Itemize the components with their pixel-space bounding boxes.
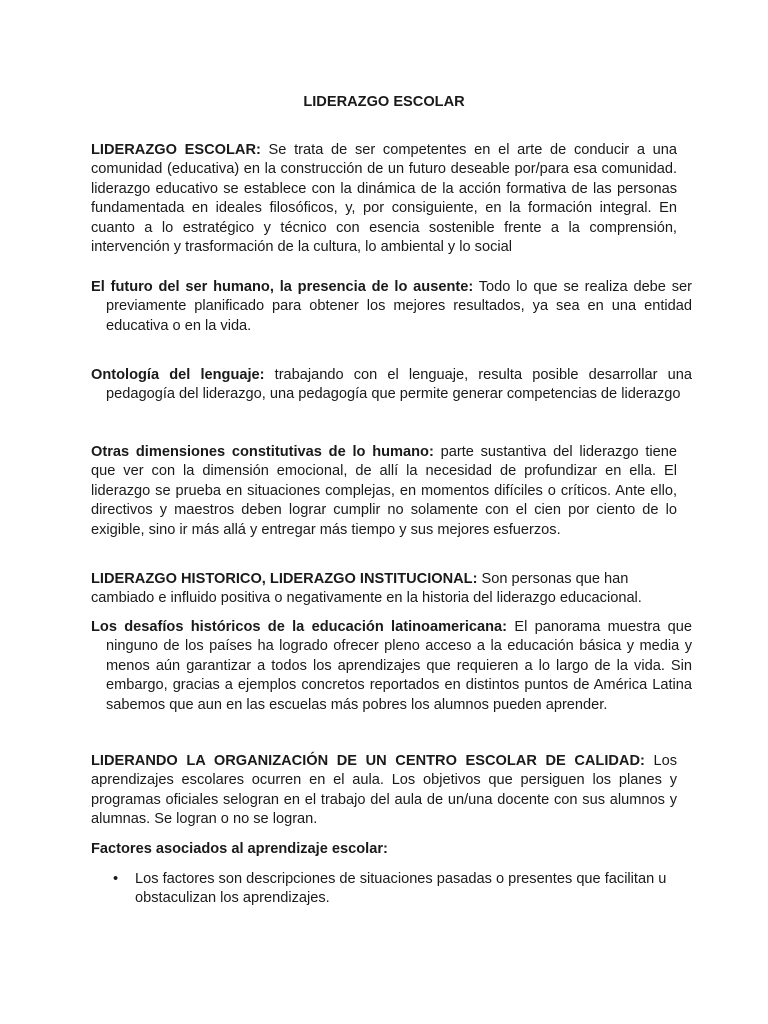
section-heading: Factores asociados al aprendizaje escolar:: [91, 841, 388, 857]
section-futuro-ser-humano: [91, 278, 692, 336]
section-heading: Los desafíos históricos de la educación latinoamericana:: [91, 619, 508, 635]
section-heading: LIDERAZGO ESCOLAR:: [91, 142, 261, 158]
section-heading: El futuro del ser humano, la presencia de lo ausente:: [91, 279, 474, 295]
section-body: Los aprendizajes escolares ocurren en el aula. Los objetivos que persiguen los planes y programas oficiales selogran en el trabajo del aula de un/una docente con sus alumnos y alumnas. Se logran o no se logran.: [91, 753, 678, 828]
section-factores-asociados: [91, 840, 677, 859]
list-item: [91, 870, 677, 909]
section-heading: Ontología del lenguaje:: [91, 367, 265, 383]
bullet-marker: •: [113, 871, 119, 887]
section-liderazgo-escolar: [91, 141, 677, 257]
section-desafios-historicos: [91, 618, 692, 715]
section-body: trabajando con el lenguaje, resulta posible desarrollar una pedagogía del liderazgo, una pedagogía que permite generar competencias de liderazgo: [106, 367, 693, 403]
section-liderazgo-historico: [91, 570, 677, 609]
section-heading: LIDERAZGO HISTORICO, LIDERAZGO INSTITUCIONAL:: [91, 571, 478, 587]
section-body: parte sustantiva del liderazgo tiene que ver con la dimensión emocional, de allí la necesidad de profundizar en ella. El liderazgo se prueba en situaciones complejas, en momentos difíciles o críticos. Ante ello, directivos y maestros deben lograr cumplir no solamente con el cien por ciento de lo exigible, sino ir más allá y entregar más tiempo y sus mejores esfuerzos.: [91, 444, 678, 538]
section-body: Son personas que han cambiado e influido positiva o negativamente en la historia del liderazgo educacional.: [91, 571, 642, 607]
section-liderando-organizacion: [91, 752, 677, 830]
section-body: Todo lo que se realiza debe ser previamente planificado para obtener los mejores resultados, ya sea en una entidad educativa o en la vida.: [106, 279, 692, 334]
section-body: El panorama muestra que ninguno de los países ha logrado ofrecer pleno acceso a la educación básica y media y menos aún garantizar a todos los aprendizajes que requieren a lo largo de la vida. Sin embargo, gracias a ejemplos concretos reportados en distintos puntos de América Latina sabemos que aun en las escuelas más pobres los alumnos pueden aprender.: [106, 619, 692, 713]
section-otras-dimensiones: [91, 443, 677, 540]
bullet-list: [91, 870, 677, 909]
document-title: LIDERAZGO ESCOLAR: [303, 94, 465, 110]
section-heading: Otras dimensiones constitutivas de lo humano:: [91, 444, 434, 460]
section-ontologia-lenguaje: [91, 366, 692, 405]
section-heading: LIDERANDO LA ORGANIZACIÓN DE UN CENTRO ESCOLAR DE CALIDAD:: [91, 753, 645, 769]
list-item-text: Los factores son descripciones de situaciones pasadas o presentes que facilitan u obstaculizan los aprendizajes.: [135, 871, 667, 907]
section-body: Se trata de ser competentes en el arte de conducir a una comunidad (educativa) en la construcción de un futuro deseable por/para esa comunidad. liderazgo educativo se establece con la dinámica de la acción formativa de las personas fundamentada en ideales filosóficos, y, por consiguiente, en la formación integral. En cuanto a lo estratégico y técnico con esencia sostenible frente a la comprensión, intervención y trasformación de la cultura, lo ambiental y lo social: [91, 142, 677, 256]
